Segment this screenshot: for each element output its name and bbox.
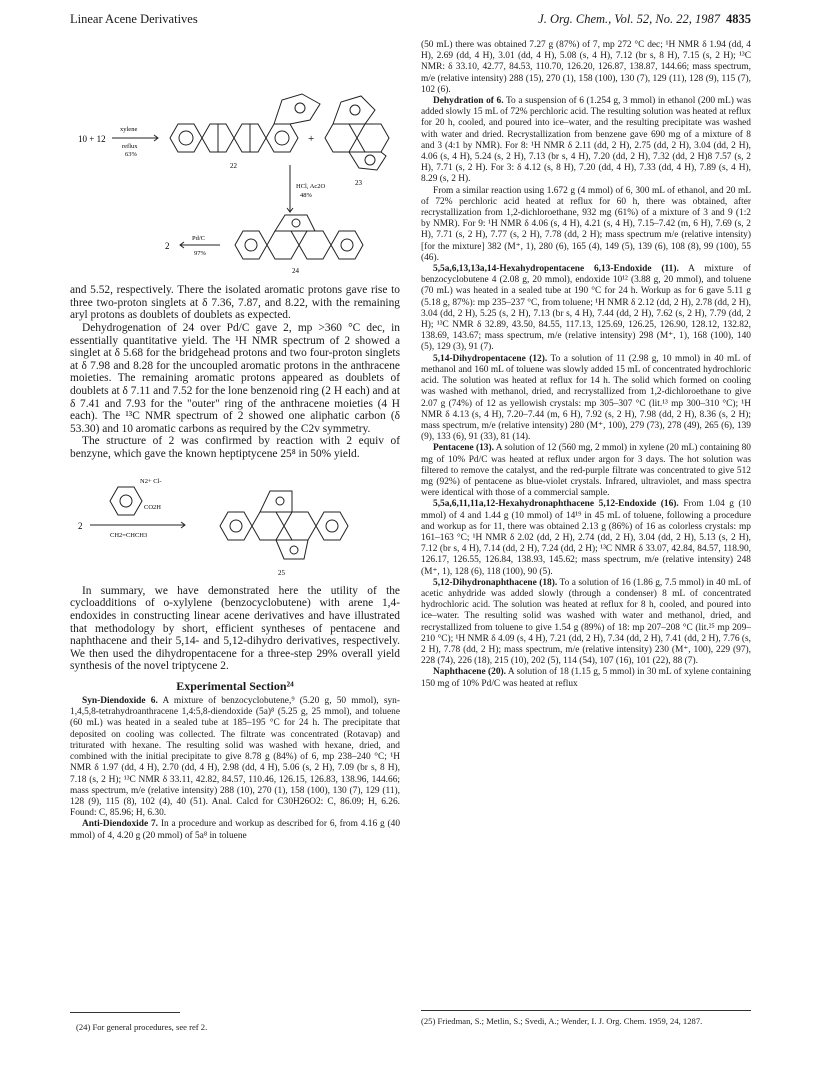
footnote-right: (25) Friedman, S.; Metlin, S.; Svedi, A.; Wender, I. J. Org. Chem. 1959, 24, 1287. [421, 1016, 703, 1026]
body-text: A mixture of benzocyclobutene 4 (2.08 g, 20 mmol), endoxide 10¹² (3.88 g, 20 mmol), and toluene (70 mL) was heated in a sealed tube at 190 °C for 24 h. Workup as for 6 gave 5.11 g (5.18 g, 87%): mp 235–237 °C, from toluene; ¹H NMR δ 2.12 (dd, 2 H), 2.78 (dd, 2 H), 3.04 (dd, 2 H), 5.25 (s, 2 H), 7.13 (br s, 4 H), 7.44 (dd, 2 H), 7.62 (s, 2 H), 7.79 (dd, 2 H); ¹³C NMR δ 32.89, 43.50, 84.55, 117.13, 125.69, 126.25, 126.90, 128.12, 132.82, 138.69, 143.67; mass spectrum, m/e (relative intensity) 298 (M⁺, 1), 168 (100), 140 (5), 129 (3), 91 (7). [421, 264, 751, 353]
co2h-label: CO2H [144, 503, 161, 511]
subheading: 5,12-Dihydronaphthacene (18). [433, 577, 558, 588]
experimental-left [70, 696, 400, 842]
body-text: From 1.04 g (10 mmol) of 4 and 1.44 g (10 mmol) of 14¹⁹ in 45 mL of toluene, following a procedure and workup as for 11, there was obtained 2.13 g (86%) of 16 as colorless crystals: mp 161–163 °C; ¹H NMR δ 2.02 (dd, 2 H), 2.74 (dd, 2 H), 3.04 (dd, 2 H), 5.13 (s, 2 H), 7.12 (br s, 4 H), 7.14 (dd, 2 H), 7.24 (dd, 2 H); ¹³C NMR δ 33.07, 42.84, 84.57, 118.90, 126.17, 126.55, 126.84, 138.93, 145.62; mass spectrum, m/e (relative intensity) 248 (M⁺, 1), 128 (6), 118 (100), 90 (5). [421, 499, 751, 577]
journal-citation [538, 12, 751, 27]
right-column [421, 40, 751, 690]
label-24: 24 [292, 267, 299, 275]
paragraph [421, 667, 751, 689]
subheading: 5,5a,6,11,11a,12-Hexahydronaphthacene 5,12-Endoxide (16). [433, 499, 679, 510]
paragraph: In summary, we have demonstrated here the utility of the cycloadditions of o-xylylene (benzocyclobutene) with arene 1,4-endoxides in constructing linear acene derivatives and have illustrated that methodology by short, efficient syntheses of pentacene and naphthacene and their 5,14- and 5,12-dihydro derivatives, respectively. We then used the dihydropentacene for a three-step 29% overall yield synthesis of the novel triptycene 2. [70, 584, 400, 673]
paragraph [421, 443, 751, 499]
subheading: Dehydration of 6. [433, 96, 504, 107]
body-text: A mixture of benzocyclobutene,⁹ (5.20 g, 50 mmol), syn-1,4,5,8-tetrahydroanthracene 1,4:5,8-diendoxide (5a)⁸ (5.25 g, 25 mmol), and toluene (60 mL) was heated in a sealed tube at 185–195 °C for 24 h. The precipitate that deposited on cooling was collected. The filtrate was concentrated (Rotavap) and triturated with hexane. The resulting solid was washed with hexane, dried, and combined with the initial precipitate to give 8.78 g (84%) of 6, mp 238–240 °C; ¹H NMR δ 1.97 (dd, 4 H), 2.70 (dd, 4 H), 2.98 (dd, 4 H), 5.06 (s, 2 H), 7.09 (br s, 8 H), 7.18 (s, 2 H); ¹³C NMR δ 33.11, 42.82, 84.57, 110.46, 126.15, 126.83, 138.96, 144.66; mass spectrum, m/e (relative intensity) 288 (10), 270 (1), 158 (100), 130 (7), 129 (11), 128 (9), 115 (8), 102 (4), 40 (51). Anal. Calcd for C30H26O2: C, 86.09; H, 6.26. Found: C, 85.96; H, 6.30. [70, 696, 400, 819]
body-text: A solution of 18 (1.15 g, 5 mmol) in 30 mL of xylene containing 150 mg of 10% Pd/C was heated at reflux [421, 667, 751, 689]
reaction-scheme-2 [70, 461, 400, 581]
paragraph [421, 499, 751, 577]
scheme1-cond-mid: reflux [122, 143, 138, 150]
acid-reagent: HCl, Ac2O [296, 183, 326, 190]
paragraph: Dehydrogenation of 24 over Pd/C gave 2, mp >360 °C dec, in essentially quantitative yield. The ¹H NMR spectrum of 2 showed a singlet at δ 5.68 for the bridgehead protons and two four-proton singlets at δ 7.98 and 8.28 for the uncoupled aromatic protons in the anthracene moieties. The remaining aromatic protons appeared as doublets of doublets at δ 7.11 and 7.52 for the lone benzenoid ring (2 H each) and at δ 7.41 and 7.93 for the "outer" ring of the anthracene moieties (4 H each). The ¹³C NMR spectrum of 2 showed one aliphatic carbon (δ 53.30) and 10 aromatic carbons as required by the C2v symmetry. [70, 321, 400, 435]
body-text: To a solution of 16 (1.86 g, 7.5 mmol) in 40 mL of acetic anhydride was added slowly (through a condenser) 8 mL of concentrated hydrochloric acid. The solution was heated at reflux for 8 h, cooled, and poured into ice–water. The resulting solid was washed with water and methanol, dried, and recrystallized from toluene to give 1.54 g (89%) of 18: mp 207–208 °C (lit.²⁵ mp 209–210 °C); ¹H NMR δ 4.09 (s, 4 H), 7.21 (dd, 2 H), 7.34 (dd, 2 H), 7.41 (dd, 2 H), 7.76 (s, 2 H), 7.78 (dd, 2 H); mass spectrum, m/e (relative intensity) 230 (M⁺, 100), 229 (97), 228 (74), 226 (18), 215 (10), 202 (5), 114 (54), 107 (16), 101 (22), 88 (7). [421, 577, 751, 667]
subheading: 5,14-Dihydropentacene (12). [433, 353, 548, 364]
subheading: Syn-Diendoxide 6. [82, 696, 158, 707]
footnote-rule-left [70, 1012, 180, 1013]
paragraph [421, 354, 751, 444]
benzenediazonium-carboxylate-structure [110, 487, 142, 515]
paragraph [421, 264, 751, 354]
subheading: Anti-Diendoxide 7. [82, 819, 159, 830]
experimental-right [421, 40, 751, 690]
propylene-label: CH2=CHCH3 [110, 531, 148, 539]
paragraph-syn-diendoxide [70, 696, 400, 819]
compound-22-structure [170, 94, 320, 152]
body-text: To a solution of 11 (2.98 g, 10 mmol) in 40 mL of methanol and 160 mL of toluene was slowly added 15 mL of concentrated hydrochloric acid. The solution was heated at reflux for 14 h. The solid which formed on cooling was washed with methanol, dried, and recrystallized from 1,2-dichloroethane to give 2.07 g (74%) of 12 as yellowish crystals: mp 305–307 °C (lit.¹³ mp 300–310 °C); ¹H NMR δ 4.13 (s, 4 H), 7.20–7.44 (m, 6 H), 7.92 (s, 2 H), 7.98 (dd, 2 H), 8.36 (s, 2 H); mass spectrum, m/e (relative intensity) 280 (M⁺, 100), 279 (73), 278 (49), 265 (6), 139 (9), 133 (6), 91 (33), 81 (14). [421, 353, 751, 443]
scheme1-yield: 63% [125, 151, 137, 158]
left-text-lower [70, 585, 400, 673]
scheme1-product-2: 2 [165, 241, 170, 251]
reaction-scheme-1 [70, 40, 400, 280]
compound-25-structure [220, 491, 348, 559]
page-number: 4835 [726, 12, 751, 26]
compound-23-structure [325, 96, 389, 170]
subheading: Naphthacene (20). [433, 667, 506, 678]
paragraph-anti-diendoxide [70, 819, 400, 841]
left-column [70, 40, 400, 842]
scheme1-reactants: 10 + 12 [78, 134, 106, 144]
section-heading: Experimental Section²⁴ [176, 678, 294, 693]
pd-reagent: Pd/C [192, 235, 206, 242]
body-text: A solution of 12 (560 mg, 2 mmol) in xylene (20 mL) containing 80 mg of 10% Pd/C was heated at reflux under argon for 3 days. The hot solution was filtered to remove the catalyst, and the red-purple filtrate was concentrated to give 512 mg (92%) of pentacene as blue-violet crystals. Infrared, ultraviolet, and mass spectra were identical with those of a commercial sample. [421, 443, 751, 499]
compound-24-structure [235, 215, 363, 259]
running-title: Linear Acene Derivatives [70, 12, 198, 26]
scheme1-cond-top: xylene [120, 126, 138, 133]
scheme2-reactant-2: 2 [78, 520, 83, 531]
paragraph: and 5.52, respectively. There the isolated aromatic protons gave rise to three two-proton singlets at δ 7.36, 7.87, and 8.22, with the remaining aryl protons as doublets of doublets as expected. [70, 284, 400, 322]
journal-name: J. Org. Chem., Vol. 52, No. 22, 1987 [538, 12, 720, 26]
left-text-upper [70, 284, 400, 460]
body-text: In a procedure and workup as described for 6, from 4.16 g (40 mmol) of 4, 4.20 g (20 mmol) of 5a⁸ in toluene [70, 819, 401, 841]
running-header [70, 12, 751, 30]
acid-yield: 48% [300, 192, 312, 199]
footnote-rule-right [421, 1010, 751, 1011]
pd-yield: 97% [194, 250, 206, 257]
label-22: 22 [230, 162, 237, 170]
subheading: 5,5a,6,13,13a,14-Hexahydropentacene 6,13-Endoxide (11). [433, 264, 679, 275]
diazonium-label: N2+ Cl- [140, 477, 162, 485]
paragraph: The structure of 2 was confirmed by reaction with 2 equiv of benzyne, which gave the known heptiptycene 25⁸ in 50% yield. [70, 435, 400, 460]
paragraph: From a similar reaction using 1.672 g (4 mmol) of 6, 300 mL of ethanol, and 20 mL of 72% perchloric acid heated at reflux for 60 h, there was obtained, after recrystallization from 1,2-dichloroethane, 932 mg (61%) of a mixture of 3 and 9 (1:2 by NMR). For 9: ¹H NMR δ 4.06 (s, 4 H), 4.21 (s, 4 H), 7.15–7.42 (m, 6 H), 7.69 (s, 2 H), 7.71 (s, 2 H), 7.77 (s, 2 H), 7.78 (dd, 2 H); mass spectrum m/e (relative intensity) [for the mixture] 382 (M⁺, 1), 280 (6), 165 (4), 149 (5), 139 (6), 108 (8), 99 (100), 55 (46). [421, 185, 751, 263]
label-23: 23 [355, 179, 362, 187]
paragraph [421, 96, 751, 186]
paragraph [421, 578, 751, 668]
plus-sign: + [308, 133, 315, 145]
label-25: 25 [278, 568, 285, 577]
footnote-left: (24) For general procedures, see ref 2. [76, 1022, 208, 1032]
paragraph: (50 mL) there was obtained 7.27 g (87%) of 7, mp 272 °C dec; ¹H NMR δ 1.94 (dd, 4 H), 2.69 (dd, 4 H), 3.01 (dd, 4 H), 5.08 (s, 4 H), 7.12 (br s, 8 H), 7.15 (s, 2 H); ¹³C NMR: δ 33.10, 42.77, 84.53, 110.70, 126.20, 126.87, 138.87, 144.66; mass spectrum, m/e (relative intensity) 288 (15), 270 (1), 158 (100), 130 (7), 129 (11), 128 (9), 115 (7), 102 (6). [421, 40, 751, 95]
body-text: To a suspension of 6 (1.254 g, 3 mmol) in ethanol (200 mL) was added slowly 15 mL of 72% perchloric acid. The resulting solution was heated at reflux for 20 h, cooled, and poured into ice–water, and the resulting precipitate was washed with water and dried. Recrystallization from benzene gave 690 mg of a mixture of 8 and 3 (4:1 by NMR). For 8: ¹H NMR δ 2.11 (dd, 2 H), 2.75 (dd, 2 H), 3.04 (dd, 2 H), 4.06 (s, 4 H), 5.24 (s, 2 H), 7.13 (br s, 4 H), 7.20 (dd, 2 H), 7.32 (dd, 2 H)8 7.57 (s, 2 H), 7.71 (s, 2 H). For 3: δ 4.12 (s, 8 H), 7.20 (dd, 4 H), 7.33 (dd, 4 H), 7.89 (s, 4 H), 8.29 (s, 2 H). [421, 96, 751, 185]
subheading: Pentacene (13). [433, 443, 494, 454]
